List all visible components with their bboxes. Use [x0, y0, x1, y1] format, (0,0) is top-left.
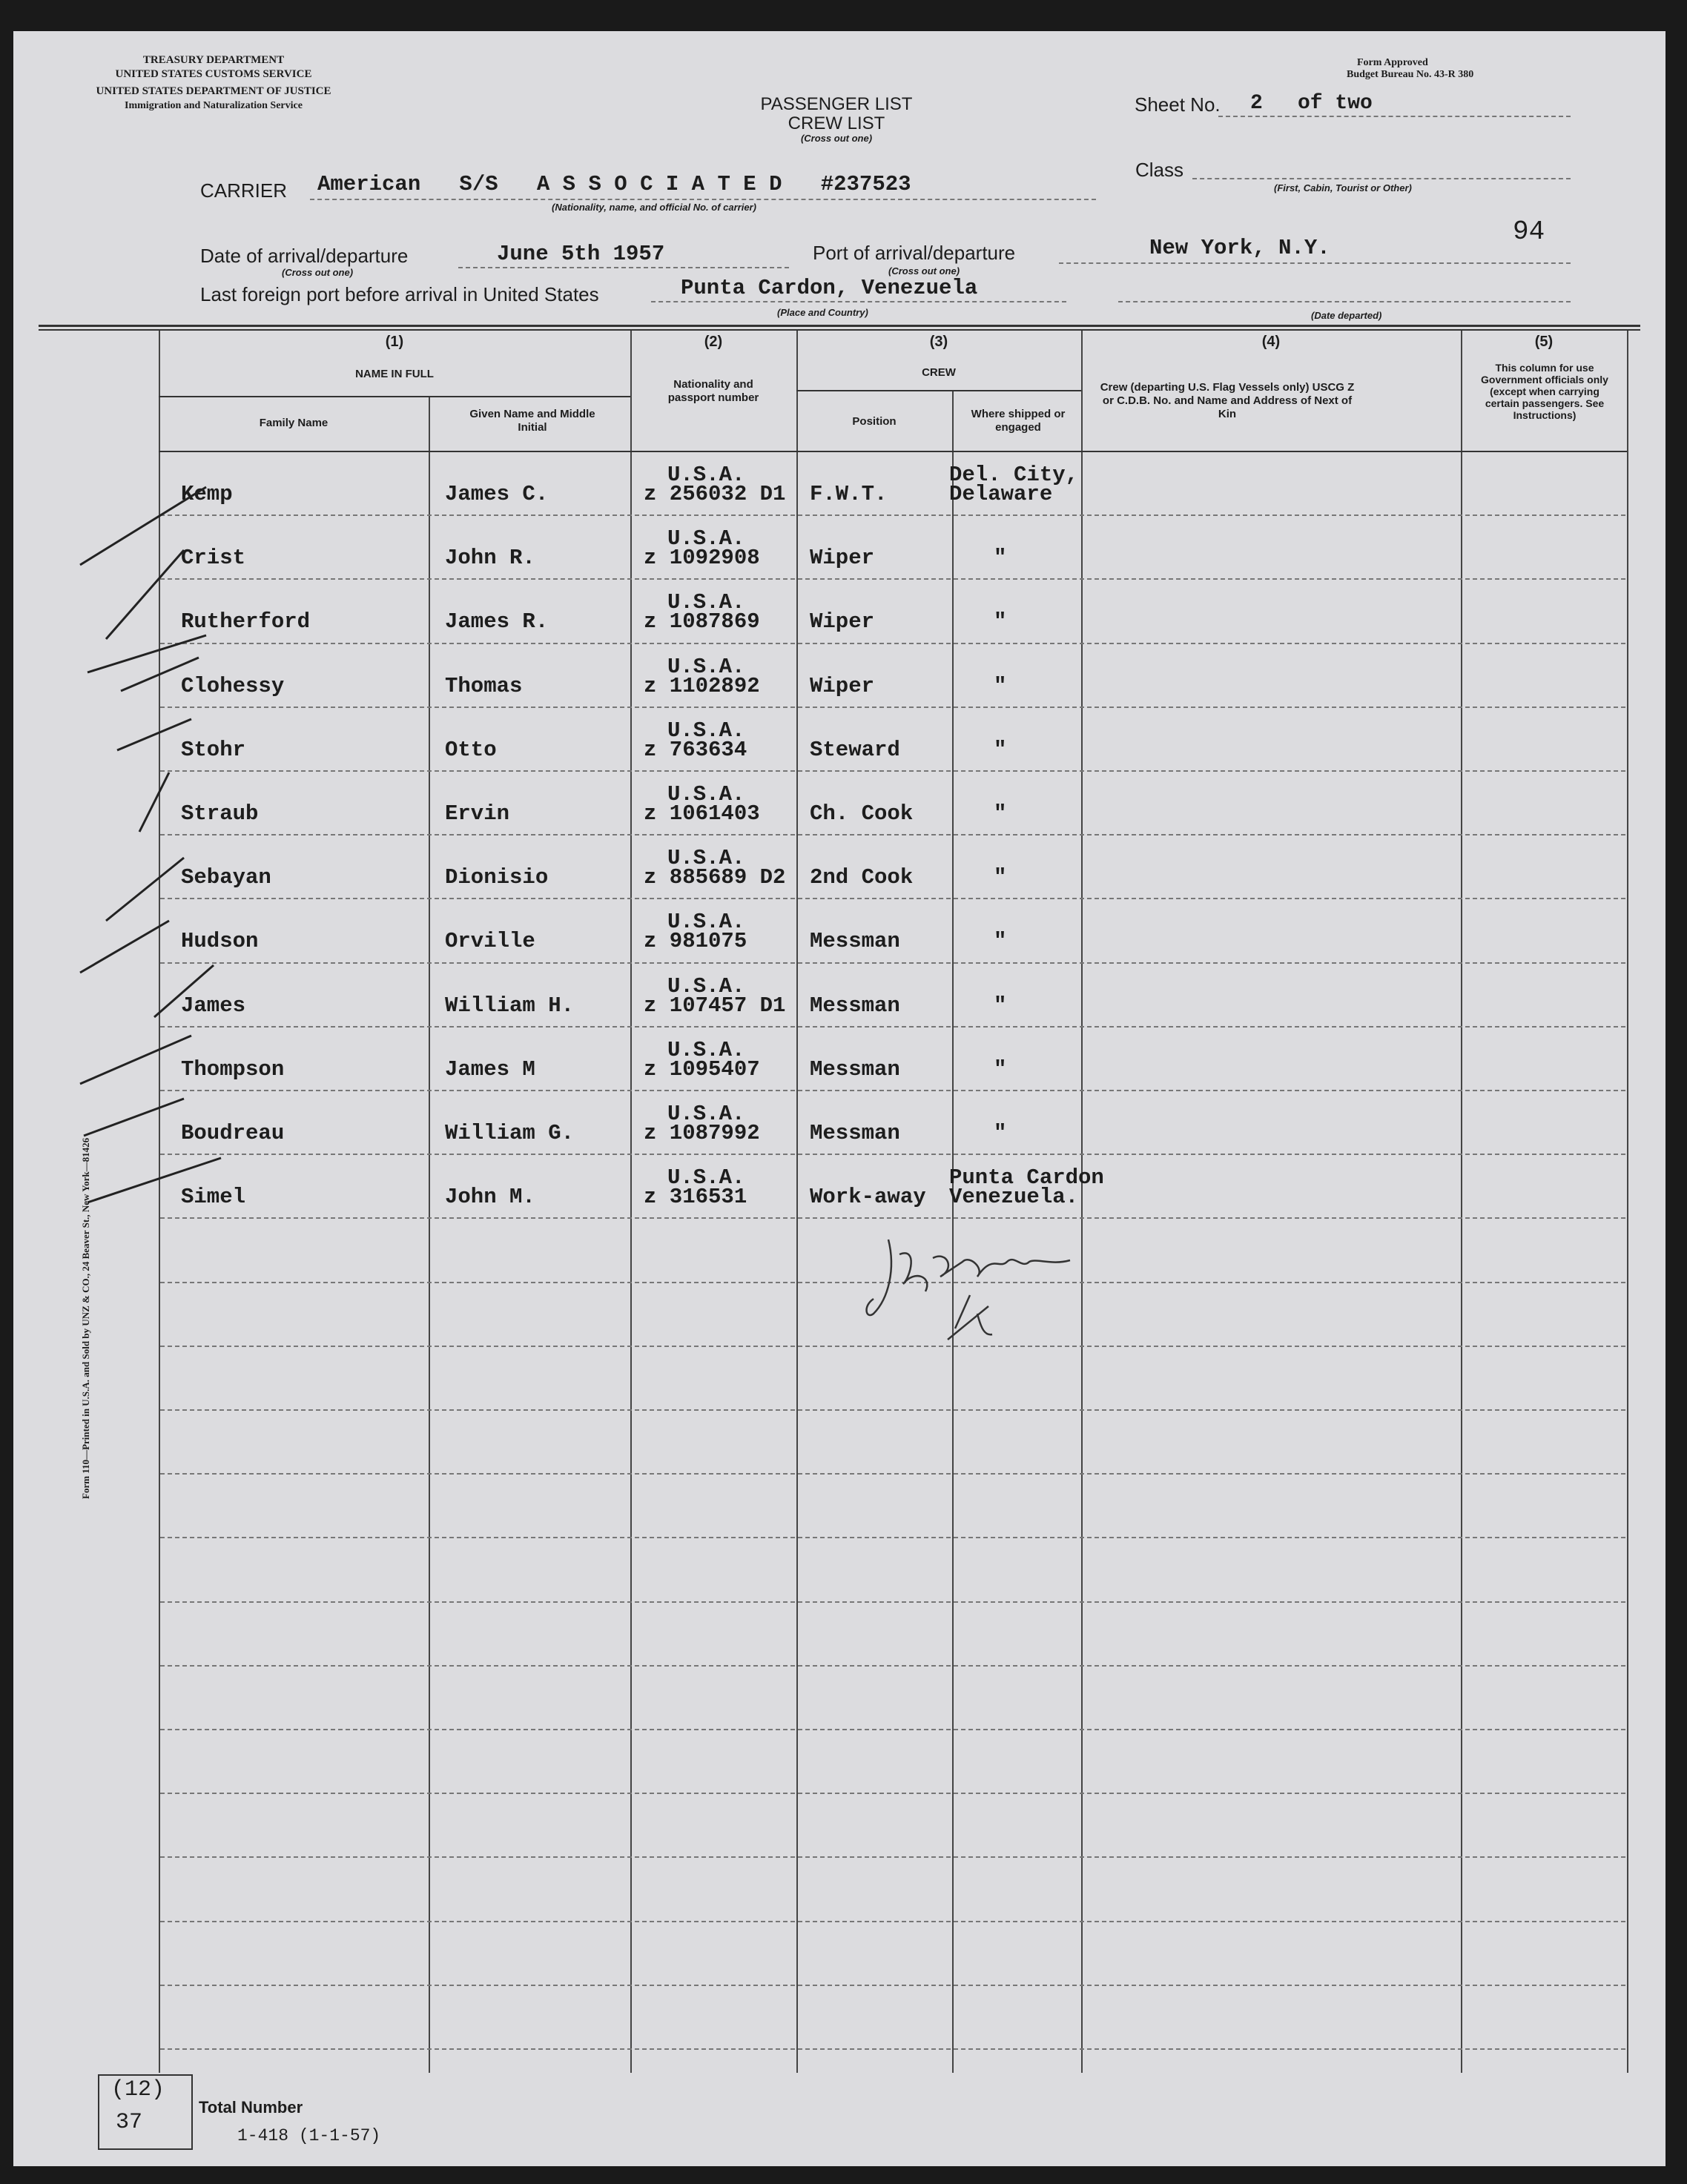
check-mark — [154, 965, 214, 1017]
family-cell: Sebayan — [181, 865, 271, 890]
carrier-hint: (Nationality, name, and official No. of carrier) — [552, 202, 756, 213]
arrival-underline — [458, 267, 789, 268]
row-separator — [160, 962, 1625, 964]
row-separator — [160, 1729, 1625, 1730]
crew-list-form — [13, 31, 1665, 2166]
where-shipped-line2: Delaware — [949, 482, 1053, 506]
check-mark — [84, 1099, 184, 1136]
where-shipped-line2: " — [994, 865, 1007, 890]
family-cell: James — [181, 993, 246, 1018]
position-header: Position — [852, 415, 897, 428]
treasury-label: TREASURY DEPARTMENT — [142, 54, 285, 66]
col3-number: (3) — [929, 334, 948, 350]
col-line-nat — [796, 331, 798, 2073]
where-shipped-line2: " — [994, 673, 1007, 698]
where-shipped-line2: " — [994, 801, 1007, 826]
row-separator — [160, 1985, 1625, 1986]
position-cell: Messman — [810, 993, 900, 1018]
given-cell: William G. — [445, 1121, 575, 1145]
carrier-label: CARRIER — [200, 179, 288, 202]
header-rule-top — [39, 325, 1640, 327]
port-cross-out: (Cross out one) — [888, 265, 960, 277]
form-title — [755, 95, 918, 144]
position-cell: Steward — [810, 737, 900, 762]
col-line-where — [1081, 331, 1083, 2073]
col-line-given — [630, 331, 632, 2073]
page-number: 94 — [1513, 216, 1545, 247]
col4-number: (4) — [1261, 334, 1281, 350]
given-cell: Dionisio — [445, 865, 549, 890]
check-mark — [88, 635, 206, 672]
passport-cell: z 107457 D1 — [644, 993, 786, 1018]
sheet-of-total: of two — [1298, 92, 1373, 115]
given-cell: James M — [445, 1056, 535, 1082]
signature — [859, 1225, 1096, 1358]
family-cell: Rutherford — [181, 609, 311, 635]
given-name-header: Given Name and Middle Initial — [469, 408, 595, 434]
row-separator — [160, 1601, 1625, 1603]
family-cell: Simel — [181, 1185, 246, 1210]
where-shipped-line2: " — [994, 609, 1007, 635]
arrival-cross-out: (Cross out one) — [282, 267, 354, 278]
form-approved-line1: Form Approved — [1357, 57, 1428, 68]
carrier-underline — [310, 199, 1096, 200]
position-cell: Wiper — [810, 673, 875, 698]
nationality-cell: U.S.A. — [667, 654, 745, 679]
last-port-value: Punta Cardon, Venezuela — [681, 276, 978, 300]
where-shipped-line2: " — [994, 1121, 1007, 1145]
col4-title: Crew (departing U.S. Flag Vessels only) USCG Z or C.D.B. No. and Name and Address of Next of Kin — [1100, 381, 1355, 420]
position-cell: Messman — [810, 1056, 900, 1082]
given-cell: Thomas — [445, 673, 523, 698]
family-cell: Crist — [181, 546, 246, 571]
form-approved — [1347, 57, 1473, 81]
carrier-value: American S/S A S S O C I A T E D #237523 — [317, 172, 911, 196]
form-number: 1-418 (1-1-57) — [237, 2126, 381, 2145]
nationality-cell: U.S.A. — [667, 782, 745, 807]
row-separator — [160, 2048, 1625, 2050]
arrival-date: June 5th 1957 — [497, 242, 665, 266]
nationality-cell: U.S.A. — [667, 910, 745, 935]
where-header: Where shipped or engaged — [971, 408, 1066, 434]
check-mark — [80, 487, 206, 565]
family-cell: Clohessy — [181, 673, 285, 698]
check-mark — [88, 1158, 221, 1202]
port-value: New York, N.Y. — [1149, 236, 1330, 260]
last-port-label: Last foreign port before arrival in United States — [200, 283, 599, 305]
date-departed-underline — [1118, 301, 1571, 302]
where-shipped-line2: Venezuela. — [949, 1185, 1079, 1210]
check-mark — [121, 658, 199, 691]
where-shipped-line2: " — [994, 993, 1007, 1018]
col2-title: Nationality and passport number — [667, 378, 759, 404]
passport-cell: z 1061403 — [644, 801, 760, 826]
passport-cell: z 316531 — [644, 1185, 747, 1210]
last-port-underline — [651, 301, 1066, 302]
given-cell: Ervin — [445, 801, 510, 826]
nationality-cell: U.S.A. — [667, 1102, 745, 1126]
nationality-cell: U.S.A. — [667, 526, 745, 552]
passport-cell: z 1095407 — [644, 1056, 760, 1082]
row-separator — [160, 770, 1625, 772]
crew-list-title: CREW LIST — [788, 113, 885, 133]
nationality-cell: U.S.A. — [667, 590, 745, 615]
sheet-underline — [1218, 116, 1571, 117]
family-name-header: Family Name — [259, 417, 329, 429]
family-cell: Thompson — [181, 1056, 285, 1082]
position-cell: Messman — [810, 929, 900, 954]
row-separator — [160, 834, 1625, 835]
row-separator — [160, 1856, 1625, 1858]
row-separator — [160, 1026, 1625, 1028]
crew-subheader-rule — [796, 390, 1081, 391]
family-cell: Straub — [181, 801, 259, 826]
agency-block — [73, 53, 354, 113]
ins-label: Immigration and Naturalization Service — [125, 100, 303, 111]
given-cell: James C. — [445, 482, 549, 506]
customs-label: UNITED STATES CUSTOMS SERVICE — [115, 68, 312, 80]
where-shipped-line2: " — [994, 737, 1007, 762]
position-cell: Messman — [810, 1121, 900, 1145]
total-label: Total Number — [199, 2098, 303, 2117]
nationality-cell: U.S.A. — [667, 846, 745, 871]
class-hint: (First, Cabin, Tourist or Other) — [1274, 182, 1412, 193]
nationality-cell: U.S.A. — [667, 1037, 745, 1062]
row-separator — [160, 1537, 1625, 1538]
check-marks — [58, 446, 295, 1277]
check-mark — [106, 550, 184, 639]
arrival-label: Date of arrival/departure — [200, 245, 409, 267]
col1-number: (1) — [385, 334, 404, 350]
row-separator — [160, 1090, 1625, 1091]
given-cell: James R. — [445, 609, 549, 635]
total-count: (12) — [111, 2077, 165, 2102]
position-cell: Ch. Cook — [810, 801, 914, 826]
class-underline — [1192, 178, 1571, 179]
where-shipped-line2: " — [994, 1056, 1007, 1082]
passport-cell: z 885689 D2 — [644, 865, 786, 890]
passport-cell: z 1087992 — [644, 1121, 760, 1145]
nationality-cell: U.S.A. — [667, 1165, 745, 1191]
class-label: Class — [1135, 159, 1184, 181]
family-cell: Hudson — [181, 929, 259, 954]
passport-cell: z 981075 — [644, 929, 747, 954]
row-separator — [160, 643, 1625, 644]
row-separator — [160, 578, 1625, 580]
row-separator — [160, 1921, 1625, 1922]
check-mark — [139, 772, 169, 832]
row-separator — [160, 898, 1625, 899]
total-extra: 37 — [116, 2110, 143, 2135]
check-mark — [106, 858, 184, 921]
row-separator — [160, 1409, 1625, 1411]
passenger-list-title: PASSENGER LIST — [760, 94, 913, 114]
position-cell: Work-away — [810, 1185, 926, 1210]
check-mark — [117, 719, 191, 750]
last-port-hint: (Place and Country) — [777, 307, 868, 318]
where-shipped-line2: " — [994, 929, 1007, 954]
col5-number: (5) — [1534, 334, 1554, 350]
row-separator — [160, 1154, 1625, 1155]
sheet-number: 2 — [1250, 92, 1263, 115]
given-cell: John R. — [445, 546, 535, 571]
side-note: Form 110—Printed in U.S.A. and Sold by UNZ & CO., 24 Beaver St., New York—81426 — [80, 1137, 91, 1499]
col-line-kin — [1461, 331, 1462, 2073]
port-underline — [1059, 262, 1571, 264]
nationality-cell: U.S.A. — [667, 718, 745, 743]
family-cell: Kemp — [181, 482, 233, 506]
row-separator — [160, 1217, 1625, 1219]
given-cell: Otto — [445, 737, 497, 762]
col2-number: (2) — [704, 334, 723, 350]
position-cell: Wiper — [810, 609, 875, 635]
position-cell: Wiper — [810, 546, 875, 571]
passport-cell: z 763634 — [644, 737, 747, 762]
given-cell: Orville — [445, 929, 535, 954]
row-separator — [160, 1473, 1625, 1475]
passport-cell: z 1092908 — [644, 546, 760, 571]
col-line-family — [429, 397, 430, 2073]
family-cell: Stohr — [181, 737, 246, 762]
given-cell: William H. — [445, 993, 575, 1018]
check-mark — [80, 1036, 191, 1084]
col3-title: CREW — [922, 366, 956, 379]
justice-label: UNITED STATES DEPARTMENT OF JUSTICE — [96, 85, 331, 97]
title-cross-out: (Cross out one) — [800, 133, 873, 144]
passport-cell: z 1102892 — [644, 673, 760, 698]
where-shipped-line1: Punta Cardon — [949, 1165, 1104, 1191]
row-separator — [160, 1665, 1625, 1667]
passport-cell: z 256032 D1 — [644, 482, 786, 506]
name-subheader-rule — [159, 396, 630, 397]
check-mark-group — [80, 487, 221, 1202]
position-cell: F.W.T. — [810, 482, 888, 506]
port-label: Port of arrival/departure — [813, 242, 1016, 264]
col5-title: This column for use Government officials only (except when carrying certain passengers. See Instructions) — [1481, 362, 1608, 421]
nationality-cell: U.S.A. — [667, 973, 745, 999]
nationality-cell: U.S.A. — [667, 463, 745, 487]
form-approved-line2: Budget Bureau No. 43-R 380 — [1347, 69, 1474, 80]
date-departed-hint: (Date departed) — [1311, 310, 1382, 321]
position-cell: 2nd Cook — [810, 865, 914, 890]
passport-cell: z 1087869 — [644, 609, 760, 635]
check-mark — [80, 921, 169, 973]
family-cell: Boudreau — [181, 1121, 285, 1145]
header-bottom-rule — [159, 451, 1627, 452]
where-shipped-line2: " — [994, 546, 1007, 571]
given-cell: John M. — [445, 1185, 535, 1210]
row-separator — [160, 1793, 1625, 1794]
col1-title: NAME IN FULL — [355, 368, 434, 380]
row-separator — [160, 514, 1625, 516]
sheet-label: Sheet No. — [1135, 93, 1221, 116]
row-separator — [160, 707, 1625, 708]
where-shipped-line1: Del. City, — [949, 463, 1079, 487]
